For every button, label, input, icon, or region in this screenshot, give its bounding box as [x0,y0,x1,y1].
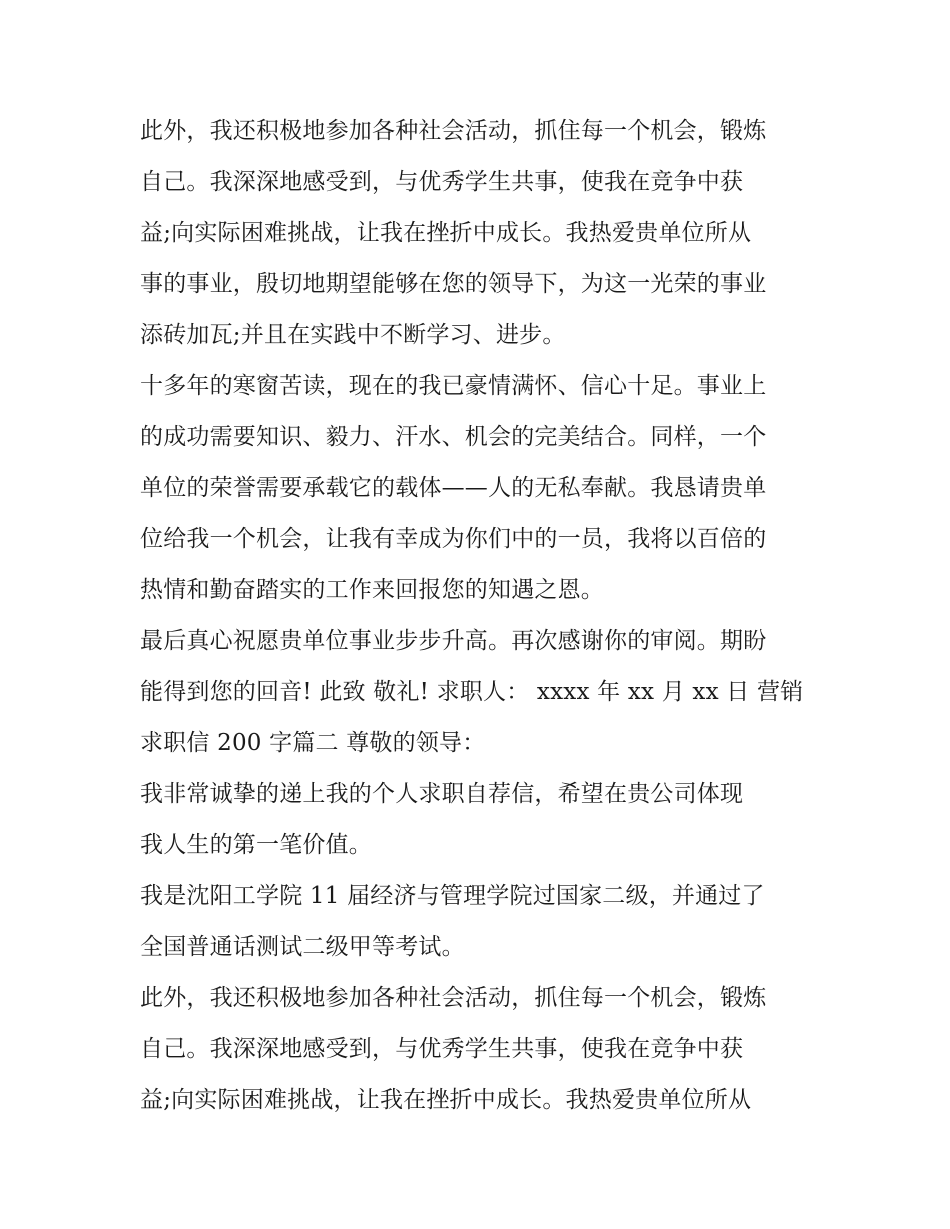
paragraph-activities-repeat [140,973,820,1126]
text-line: 单位的荣誉需要承载它的载体——人的无私奉献。我恳请贵单 [140,475,767,501]
text-line: 热情和勤奋踏实的工作来回报您的知遇之恩。 [140,577,604,603]
text-line: 事的事业，殷切地期望能够在您的领导下，为这一光荣的事业 [140,271,767,297]
text-line: 益;向实际困难挑战，让我在挫折中成长。我热爱贵单位所从 [140,220,752,246]
text-line: 此外，我还积极地参加各种社会活动，抓住每一个机会，锻炼 [140,118,767,144]
text-line: 我是沈阳工学院 11 届经济与管理学院过国家二级，并通过了 [140,883,765,909]
text-line: 能得到您的回音! 此致 敬礼! 求职人： xxxx 年 xx 月 xx 日 营销 [140,679,804,705]
text-line: 自己。我深深地感受到，与优秀学生共事，使我在竞争中获 [140,169,744,195]
text-line: 自己。我深深地感受到，与优秀学生共事，使我在竞争中获 [140,1036,744,1062]
paragraph-closing [140,616,820,769]
text-line: 此外，我还积极地参加各种社会活动，抓住每一个机会，锻炼 [140,985,767,1011]
paragraph-study [140,361,820,616]
text-line: 我非常诚挚的递上我的个人求职自荐信，希望在贵公司体现 [140,781,744,807]
text-line: 全国普通话测试二级甲等考试。 [140,934,465,960]
text-line: 求职信 200 字篇二 尊敬的领导： [140,730,486,756]
text-line: 最后真心祝愿贵单位事业步步升高。再次感谢你的审阅。期盼 [140,628,767,654]
text-line: 十多年的寒窗苦读，现在的我已豪情满怀、信心十足。事业上 [140,373,767,399]
paragraph-education [140,871,820,973]
paragraph-activities [140,106,820,361]
text-line: 的成功需要知识、毅力、汗水、机会的完美结合。同样，一个 [140,424,767,450]
document-body [140,106,820,1126]
text-line: 益;向实际困难挑战，让我在挫折中成长。我热爱贵单位所从 [140,1087,752,1113]
text-line: 位给我一个机会，让我有幸成为你们中的一员，我将以百倍的 [140,526,767,552]
text-line: 添砖加瓦;并且在实践中不断学习、进步。 [140,322,566,348]
paragraph-intro [140,769,820,871]
text-line: 我人生的第一笔价值。 [140,832,372,858]
